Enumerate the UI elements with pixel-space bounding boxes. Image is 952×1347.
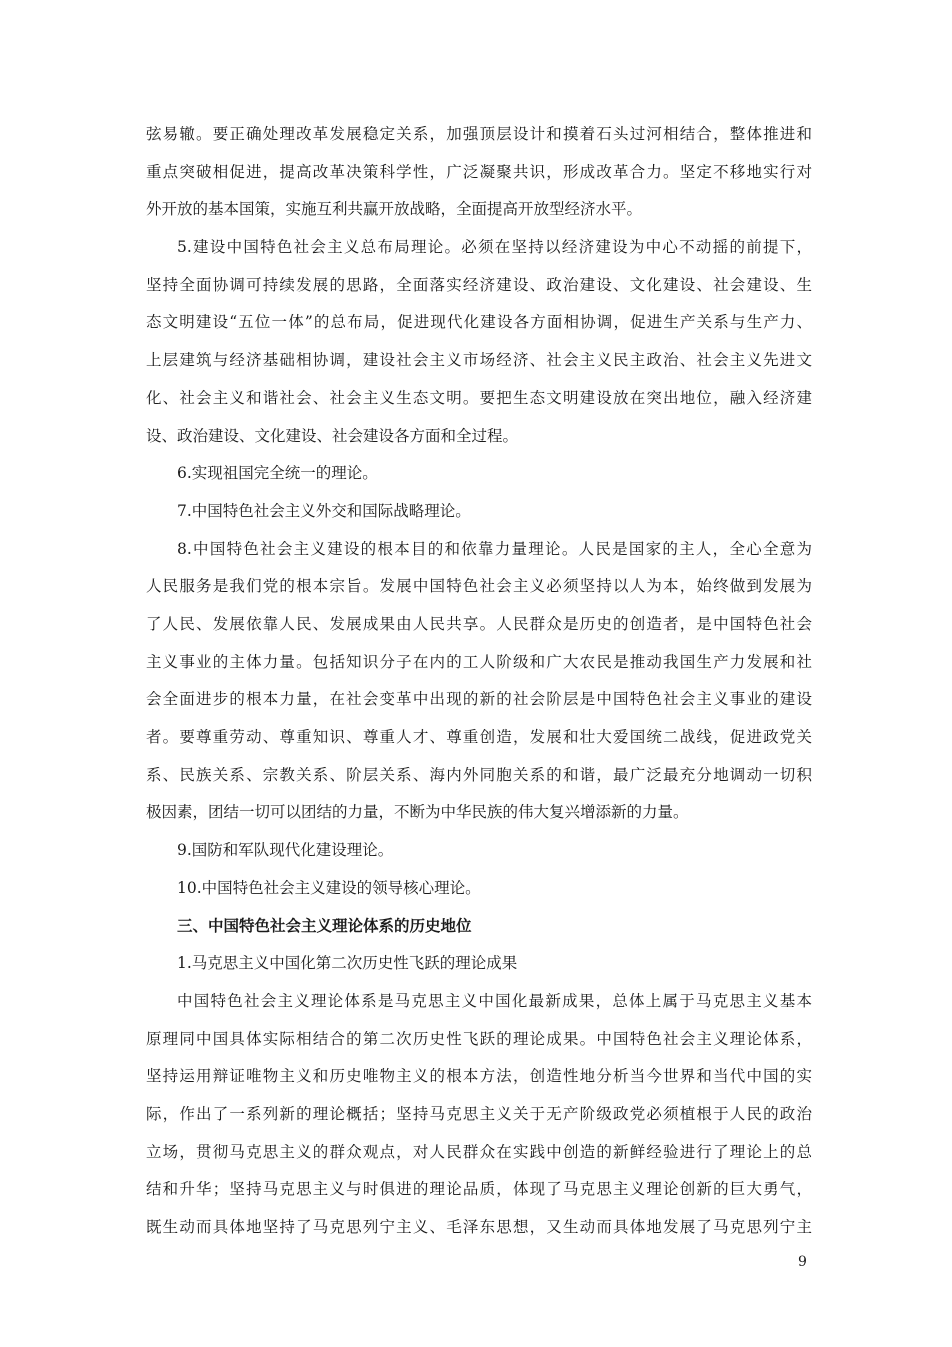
text-line: 立场，贯彻马克思主义的群众观点，对人民群众在实践中创造的新鲜经验进行了理论上的总 bbox=[146, 1142, 812, 1161]
section-heading: 三、中国特色社会主义理论体系的历史地位 bbox=[177, 916, 472, 936]
text-line: 结和升华；坚持马克思主义与时俱进的理论品质，体现了马克思主义理论创新的巨大勇气， bbox=[146, 1180, 812, 1199]
text-line: 既生动而具体地坚持了马克思列宁主义、毛泽东思想，又生动而具体地发展了马克思列宁主 bbox=[146, 1217, 812, 1236]
page-number: 9 bbox=[798, 1254, 807, 1270]
text-line: 设、政治建设、文化建设、社会建设各方面和全过程。 bbox=[146, 426, 519, 445]
text-line: 6.实现祖国完全统一的理论。 bbox=[177, 464, 378, 483]
text-line: 8.中国特色社会主义建设的根本目的和依靠力量理论。人民是国家的主人，全心全意为 bbox=[177, 539, 812, 558]
text-line: 极因素，团结一切可以团结的力量，不断为中华民族的伟大复兴增添新的力量。 bbox=[146, 803, 689, 822]
text-line: 坚持全面协调可持续发展的思路，全面落实经济建设、政治建设、文化建设、社会建设、生 bbox=[146, 275, 812, 294]
text-line: 弦易辙。要正确处理改革发展稳定关系，加强顶层设计和摸着石头过河相结合，整体推进和 bbox=[146, 125, 812, 143]
text-line: 人民服务是我们党的根本宗旨。发展中国特色社会主义必须坚持以人为本，始终做到发展为 bbox=[146, 577, 812, 596]
text-line: 7.中国特色社会主义外交和国际战略理论。 bbox=[177, 501, 471, 520]
text-line: 中国特色社会主义理论体系是马克思主义中国化最新成果，总体上属于马克思主义基本 bbox=[177, 991, 812, 1010]
text-line: 上层建筑与经济基础相协调，建设社会主义市场经济、社会主义民主政治、社会主义先进文 bbox=[146, 351, 812, 370]
document-body bbox=[146, 116, 812, 1247]
text-line: 9.国防和军队现代化建设理论。 bbox=[177, 841, 394, 860]
text-line: 化、社会主义和谐社会、社会主义生态文明。要把生态文明建设放在突出地位，融入经济建 bbox=[146, 388, 812, 407]
text-line: 5.建设中国特色社会主义总布局理论。必须在坚持以经济建设为中心不动摇的前提下， bbox=[177, 238, 812, 257]
text-line: 10.中国特色社会主义建设的领导核心理论。 bbox=[177, 878, 481, 897]
text-line: 会全面进步的根本力量，在社会变革中出现的新的社会阶层是中国特色社会主义事业的建设 bbox=[146, 690, 812, 709]
text-line: 了人民、发展依靠人民、发展成果由人民共享。人民群众是历史的创造者，是中国特色社会 bbox=[146, 614, 812, 633]
text-line: 原理同中国具体实际相结合的第二次历史性飞跃的理论成果。中国特色社会主义理论体系， bbox=[146, 1029, 812, 1048]
text-line: 际，作出了一系列新的理论概括；坚持马克思主义关于无产阶级政党必须植根于人民的政治 bbox=[146, 1104, 812, 1123]
text-line: 系、民族关系、宗教关系、阶层关系、海内外同胞关系的和谐，最广泛最充分地调动一切积 bbox=[146, 765, 812, 784]
text-line: 坚持运用辩证唯物主义和历史唯物主义的根本方法，创造性地分析当今世界和当代中国的实 bbox=[146, 1067, 812, 1086]
text-line: 态文明建设“五位一体”的总布局，促进现代化建设各方面相协调，促进生产关系与生产力、 bbox=[146, 313, 812, 332]
text-line: 者。要尊重劳动、尊重知识、尊重人才、尊重创造，发展和壮大爱国统二战线，促进政党关 bbox=[146, 728, 812, 746]
text-line: 1.马克思主义中国化第二次历史性飞跃的理论成果 bbox=[177, 954, 518, 973]
text-line: 主义事业的主体力量。包括知识分子在内的工人阶级和广大农民是推动我国生产力发展和社 bbox=[146, 652, 812, 671]
text-line: 外开放的基本国策，实施互利共赢开放战略，全面提高开放型经济水平。 bbox=[146, 200, 643, 219]
text-line: 重点突破相促进，提高改革决策科学性，广泛凝聚共识，形成改革合力。坚定不移地实行对 bbox=[146, 162, 812, 181]
